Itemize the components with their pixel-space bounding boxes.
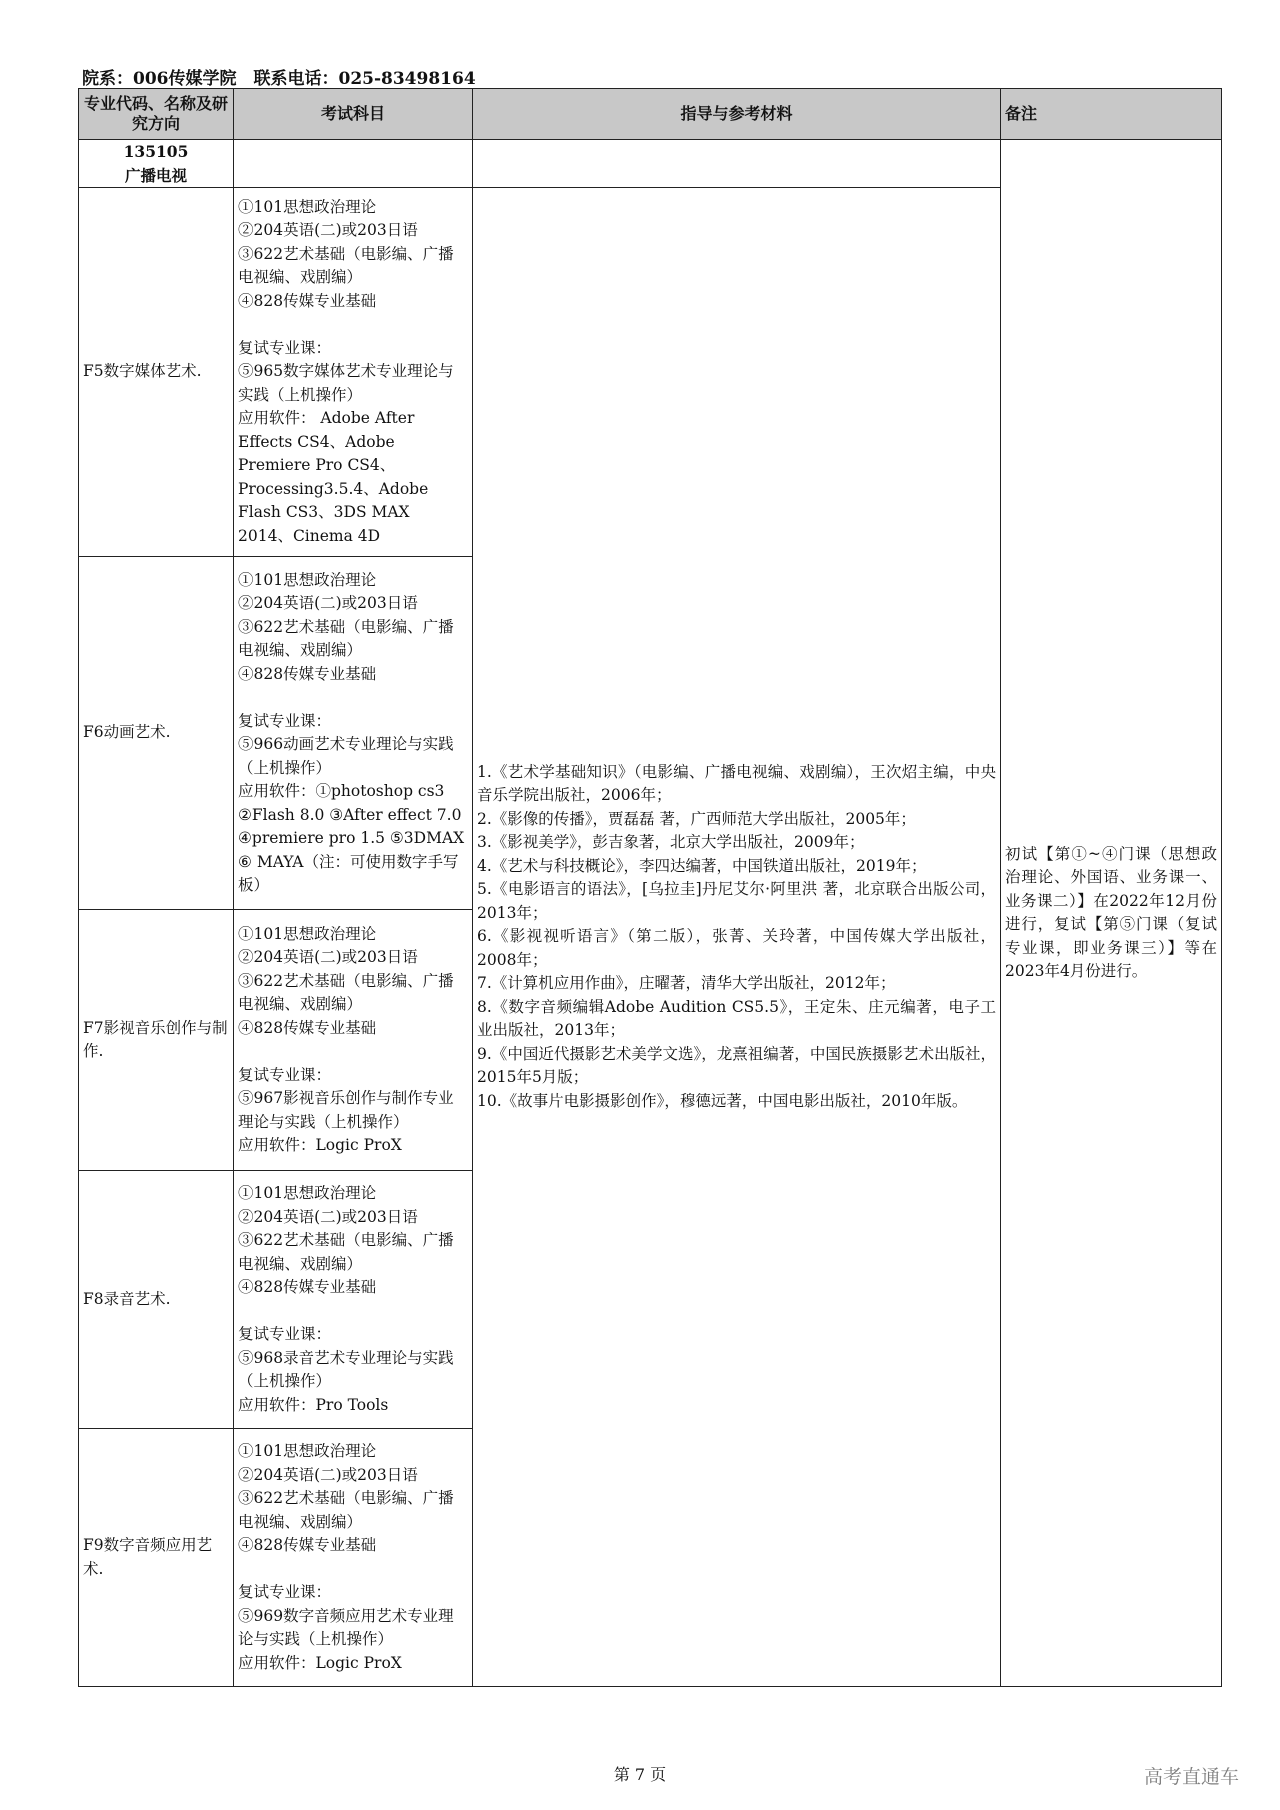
subjects-cell: ①101思想政治理论 ②204英语(二)或203日语 ③622艺术基础（电影编、广播电视编、戏剧编） ④828传媒专业基础 复试专业课： ⑤968录音艺术专业理论与实践（上机操作） 应用软件：Pro Tools	[234, 1171, 473, 1429]
major-code: 135105	[123, 142, 189, 161]
major-references-empty	[473, 140, 1001, 188]
subjects-cell: ①101思想政治理论 ②204英语(二)或203日语 ③622艺术基础（电影编、广播电视编、戏剧编） ④828传媒专业基础 复试专业课： ⑤967影视音乐创作与制作专业理论与实践（上机操作） 应用软件：Logic ProX	[234, 910, 473, 1171]
direction-cell: F9数字音频应用艺术.	[79, 1429, 234, 1687]
direction-cell: F8录音艺术.	[79, 1171, 234, 1429]
column-header-major: 专业代码、名称及研究方向	[79, 89, 234, 140]
direction-cell: F6动画艺术.	[79, 557, 234, 910]
major-code-cell	[79, 140, 234, 188]
direction-cell: F7影视音乐创作与制作.	[79, 910, 234, 1171]
major-row	[79, 140, 1222, 188]
watermark-text: 高考直通车	[1144, 1766, 1240, 1788]
references-cell: 1.《艺术学基础知识》（电影编、广播电视编、戏剧编），王次炤主编，中央音乐学院出版社，2006年； 2.《影像的传播》，贾磊磊 著，广西师范大学出版社，2005年； 3.《影视美学》，彭吉象著，北京大学出版社，2009年； 4.《艺术与科技概论》，李四达编著，中国铁道出版社，2019年； 5.《电影语言的语法》，[乌拉圭]丹尼艾尔·阿里洪 著，北京联合出版公司，2013年； 6.《影视视听语言》（第二版），张菁、关玲著，中国传媒大学出版社，2008年； 7.《计算机应用作曲》，庄曜著，清华大学出版社，2012年； 8.《数字音频编辑Adobe Audition CS5.5》，王定朱、庄元编著，电子工业出版社，2013年； 9.《中国近代摄影艺术美学文选》，龙熹祖编著，中国民族摄影艺术出版社，2015年5月版； 10.《故事片电影摄影创作》，穆德远著，中国电影出版社，2010年版。	[473, 188, 1001, 1687]
major-subjects-empty	[234, 140, 473, 188]
direction-cell: F5数字媒体艺术.	[79, 188, 234, 557]
major-name: 广播电视	[124, 165, 187, 185]
subjects-cell: ①101思想政治理论 ②204英语(二)或203日语 ③622艺术基础（电影编、广播电视编、戏剧编） ④828传媒专业基础 复试专业课： ⑤969数字音频应用艺术专业理论与实践（上机操作） 应用软件：Logic ProX	[234, 1429, 473, 1687]
remarks-cell: 初试【第①~④门课（思想政治理论、外国语、业务课一、业务课二）】在2022年12月份进行，复试【第⑤门课（复试专业课，即业务课三）】等在2023年4月份进行。	[1001, 140, 1222, 1687]
subjects-cell: ①101思想政治理论 ②204英语(二)或203日语 ③622艺术基础（电影编、广播电视编、戏剧编） ④828传媒专业基础 复试专业课： ⑤966动画艺术专业理论与实践（上机操作） 应用软件：①photoshop cs3 ②Flash 8.0 ③After effect 7.0 ④premiere pro 1.5 ⑤3DMAX ⑥ MAYA（注：可使用数字手写板）	[234, 557, 473, 910]
subjects-cell: ①101思想政治理论 ②204英语(二)或203日语 ③622艺术基础（电影编、广播电视编、戏剧编） ④828传媒专业基础 复试专业课： ⑤965数字媒体艺术专业理论与实践（上机操作） 应用软件： Adobe After Effects CS4、Adobe Premiere Pro CS4、Processing3.5.4、Adobe Flash CS3、3DS MAX 2014、Cinema 4D	[234, 188, 473, 557]
table-header-row	[79, 89, 1222, 140]
column-header-remarks: 备注	[1001, 89, 1222, 140]
column-header-subjects: 考试科目	[234, 89, 473, 140]
page-number: 第 7 页	[613, 1765, 667, 1784]
column-header-references: 指导与参考材料	[473, 89, 1001, 140]
admissions-table	[78, 88, 1222, 1687]
department-header: 院系：006传媒学院 联系电话：025-83498164	[82, 69, 476, 89]
